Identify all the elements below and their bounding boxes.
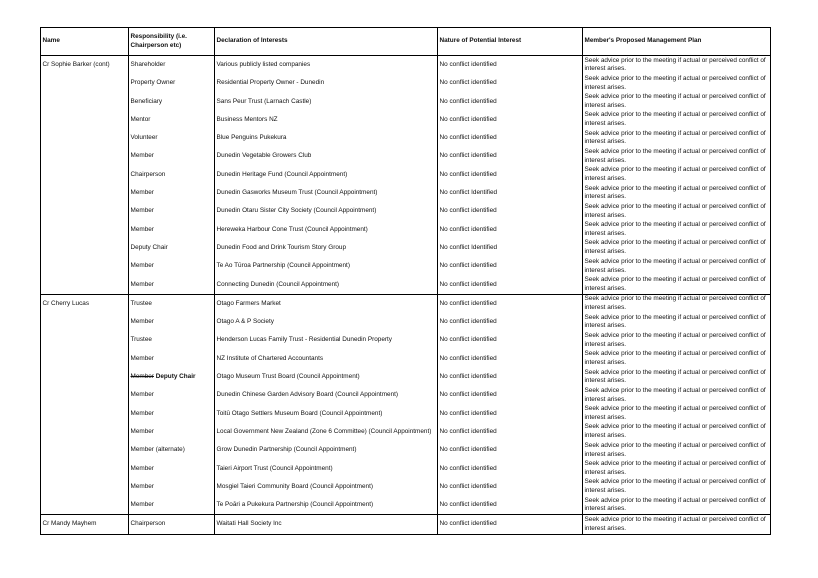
declaration-cell: NZ Institute of Chartered Accountants (215, 350, 438, 368)
responsibility-cell: Deputy Chair (129, 239, 215, 257)
column-header-responsibility: Responsibility (i.e. Chairperson etc) (129, 28, 215, 56)
nature-cell: No conflict identified (438, 56, 583, 75)
table-row (41, 184, 771, 202)
management-plan-cell: Seek advice prior to the meeting if actual or perceived conflict of interest arises. (583, 350, 771, 368)
nature-cell: No conflict identified (438, 313, 583, 331)
responsibility-cell (129, 368, 215, 386)
management-plan-cell: Seek advice prior to the meeting if actual or perceived conflict of interest arises. (583, 294, 771, 313)
nature-cell: No conflict identified (438, 423, 583, 441)
declaration-cell: Te Poāri a Pukekura Partnership (Council Appointment) (215, 496, 438, 515)
nature-cell: No conflict identified (438, 386, 583, 404)
table-header-row (41, 28, 771, 56)
declaration-cell: Mosgiel Taieri Community Board (Council Appointment) (215, 478, 438, 496)
table-row (41, 423, 771, 441)
table-row (41, 239, 771, 257)
declaration-cell: Dunedin Otaru Sister City Society (Council Appointment) (215, 202, 438, 220)
responsibility-cell: Member (129, 257, 215, 275)
declaration-cell: Connecting Dunedin (Council Appointment) (215, 276, 438, 295)
member-name-cell (41, 441, 129, 459)
member-name-cell (41, 74, 129, 92)
table-row (41, 129, 771, 147)
responsibility-cell: Shareholder (129, 56, 215, 75)
member-name-cell: Cr Cherry Lucas (41, 294, 129, 313)
table-row (41, 496, 771, 515)
responsibility-cell: Trustee (129, 294, 215, 313)
declaration-cell: Te Ao Tūroa Partnership (Council Appointment) (215, 257, 438, 275)
responsibility-cell: Property Owner (129, 74, 215, 92)
declaration-cell: Dunedin Gasworks Museum Trust (Council Appointment) (215, 184, 438, 202)
declaration-cell: Various publicly listed companies (215, 56, 438, 75)
nature-cell: No conflict identified (438, 147, 583, 165)
management-plan-cell: Seek advice prior to the meeting if actual or perceived conflict of interest arises. (583, 276, 771, 295)
management-plan-cell: Seek advice prior to the meeting if actual or perceived conflict of interest arises. (583, 111, 771, 129)
management-plan-cell: Seek advice prior to the meeting if actual or perceived conflict of interest arises. (583, 460, 771, 478)
management-plan-cell: Seek advice prior to the meeting if actual or perceived conflict of interest arises. (583, 93, 771, 111)
management-plan-cell: Seek advice prior to the meeting if actual or perceived conflict of interest arises. (583, 515, 771, 534)
member-name-cell (41, 129, 129, 147)
table-row (41, 294, 771, 313)
nature-cell: No conflict identified (438, 515, 583, 534)
declaration-cell: Taieri Airport Trust (Council Appointment) (215, 460, 438, 478)
column-header-management-plan: Member's Proposed Management Plan (583, 28, 771, 56)
table-row (41, 74, 771, 92)
table-row (41, 350, 771, 368)
member-name-cell (41, 93, 129, 111)
member-name-cell (41, 478, 129, 496)
nature-cell: No conflict identified (438, 331, 583, 349)
management-plan-cell: Seek advice prior to the meeting if actual or perceived conflict of interest arises. (583, 239, 771, 257)
declaration-cell: Grow Dunedin Partnership (Council Appointment) (215, 441, 438, 459)
responsibility-cell: Member (129, 350, 215, 368)
member-name-cell (41, 331, 129, 349)
management-plan-cell: Seek advice prior to the meeting if actual or perceived conflict of interest arises. (583, 441, 771, 459)
nature-cell: No conflict identified (438, 74, 583, 92)
member-name-cell: Cr Mandy Mayhem (41, 515, 129, 534)
nature-cell: No conflict identified (438, 93, 583, 111)
nature-cell: No conflict identified (438, 294, 583, 313)
table-row (41, 221, 771, 239)
table-row (41, 313, 771, 331)
nature-cell: No conflict identified (438, 129, 583, 147)
responsibility-cell: Member (129, 313, 215, 331)
nature-cell: No conflict identified (438, 460, 583, 478)
member-name-cell (41, 423, 129, 441)
management-plan-cell: Seek advice prior to the meeting if actual or perceived conflict of interest arises. (583, 147, 771, 165)
member-name-cell (41, 202, 129, 220)
table-row (41, 147, 771, 165)
struck-responsibility-text: Member (130, 373, 154, 381)
declaration-of-interests-table (40, 27, 771, 535)
management-plan-cell: Seek advice prior to the meeting if actual or perceived conflict of interest arises. (583, 368, 771, 386)
declaration-cell: Dunedin Chinese Garden Advisory Board (Council Appointment) (215, 386, 438, 404)
declaration-cell: Toitū Otago Settlers Museum Board (Council Appointment) (215, 405, 438, 423)
column-header-name: Name (41, 28, 129, 56)
declaration-cell: Local Government New Zealand (Zone 6 Committee) (Council Appointment) (215, 423, 438, 441)
nature-cell: No conflict identified (438, 478, 583, 496)
responsibility-cell: Mentor (129, 111, 215, 129)
table-row (41, 515, 771, 534)
responsibility-cell: Member (129, 276, 215, 295)
table-row (41, 276, 771, 295)
declaration-cell: Hereweka Harbour Cone Trust (Council Appointment) (215, 221, 438, 239)
declaration-cell: Dunedin Heritage Fund (Council Appointment) (215, 166, 438, 184)
member-name-cell (41, 496, 129, 515)
table-row (41, 331, 771, 349)
responsibility-cell: Member (129, 184, 215, 202)
responsibility-cell: Member (129, 147, 215, 165)
declaration-cell: Dunedin Vegetable Growers Club (215, 147, 438, 165)
management-plan-cell: Seek advice prior to the meeting if actual or perceived conflict of interest arises. (583, 74, 771, 92)
management-plan-cell: Seek advice prior to the meeting if actual or perceived conflict of interest arises. (583, 129, 771, 147)
nature-cell: No conflict identified (438, 350, 583, 368)
declaration-cell: Residential Property Owner - Dunedin (215, 74, 438, 92)
responsibility-cell: Member (129, 386, 215, 404)
member-name-cell (41, 111, 129, 129)
responsibility-cell: Trustee (129, 331, 215, 349)
responsibility-cell: Volunteer (129, 129, 215, 147)
document-page (40, 27, 770, 535)
member-name-cell (41, 257, 129, 275)
nature-cell: No conflict identified (438, 441, 583, 459)
nature-cell: No conflict identified (438, 166, 583, 184)
management-plan-cell: Seek advice prior to the meeting if actual or perceived conflict of interest arises. (583, 405, 771, 423)
nature-cell: No conflict identified (438, 405, 583, 423)
nature-cell: No conflict identified (438, 111, 583, 129)
table-row (41, 386, 771, 404)
nature-cell: No conflict identified (438, 202, 583, 220)
responsibility-cell: Member (129, 202, 215, 220)
declaration-cell: Sans Peur Trust (Larnach Castle) (215, 93, 438, 111)
management-plan-cell: Seek advice prior to the meeting if actual or perceived conflict of interest arises. (583, 496, 771, 515)
member-name-cell: Cr Sophie Barker (cont) (41, 56, 129, 75)
declaration-cell: Business Mentors NZ (215, 111, 438, 129)
table-row (41, 202, 771, 220)
table-body (41, 56, 771, 535)
nature-cell: No conflict identified (438, 221, 583, 239)
member-name-cell (41, 276, 129, 295)
responsibility-cell: Member (129, 496, 215, 515)
declaration-cell: Dunedin Food and Drink Tourism Story Group (215, 239, 438, 257)
management-plan-cell: Seek advice prior to the meeting if actual or perceived conflict of interest arises. (583, 184, 771, 202)
table-row (41, 460, 771, 478)
nature-cell: No conflict identified (438, 257, 583, 275)
nature-cell: No conflict Identified (438, 184, 583, 202)
nature-cell: No conflict identified (438, 276, 583, 295)
management-plan-cell: Seek advice prior to the meeting if actual or perceived conflict of interest arises. (583, 257, 771, 275)
declaration-cell: Otago Museum Trust Board (Council Appointment) (215, 368, 438, 386)
management-plan-cell: Seek advice prior to the meeting if actual or perceived conflict of interest arises. (583, 386, 771, 404)
declaration-cell: Waitati Hall Society Inc (215, 515, 438, 534)
management-plan-cell: Seek advice prior to the meeting if actual or perceived conflict of interest arises. (583, 56, 771, 75)
table-row (41, 111, 771, 129)
table-row (41, 56, 771, 75)
declaration-cell: Blue Penguins Pukekura (215, 129, 438, 147)
management-plan-cell: Seek advice prior to the meeting if actual or perceived conflict of interest arises. (583, 478, 771, 496)
responsibility-cell: Chairperson (129, 166, 215, 184)
responsibility-cell: Member (alternate) (129, 441, 215, 459)
table-row (41, 478, 771, 496)
responsibility-cell: Member (129, 423, 215, 441)
member-name-cell (41, 166, 129, 184)
member-name-cell (41, 147, 129, 165)
member-name-cell (41, 313, 129, 331)
member-name-cell (41, 460, 129, 478)
table-row (41, 368, 771, 386)
management-plan-cell: Seek advice prior to the meeting if actual or perceived conflict of interest arises. (583, 423, 771, 441)
table-row (41, 405, 771, 423)
responsibility-cell: Member (129, 478, 215, 496)
member-name-cell (41, 239, 129, 257)
column-header-declaration: Declaration of Interests (215, 28, 438, 56)
declaration-cell: Henderson Lucas Family Trust - Residential Dunedin Property (215, 331, 438, 349)
management-plan-cell: Seek advice prior to the meeting if actual or perceived conflict of interest arises. (583, 166, 771, 184)
member-name-cell (41, 405, 129, 423)
responsibility-cell: Beneficiary (129, 93, 215, 111)
table-row (41, 441, 771, 459)
declaration-cell: Otago A & P Society (215, 313, 438, 331)
member-name-cell (41, 350, 129, 368)
member-name-cell (41, 184, 129, 202)
nature-cell: No conflict identified (438, 368, 583, 386)
nature-cell: No conflict identified (438, 496, 583, 515)
nature-cell: No conflict Identified (438, 239, 583, 257)
member-name-cell (41, 221, 129, 239)
management-plan-cell: Seek advice prior to the meeting if actual or perceived conflict of interest arises. (583, 221, 771, 239)
responsibility-cell: Chairperson (129, 515, 215, 534)
management-plan-cell: Seek advice prior to the meeting if actual or perceived conflict of interest arises. (583, 313, 771, 331)
amended-responsibility-text: Deputy Chair (153, 373, 196, 381)
member-name-cell (41, 386, 129, 404)
management-plan-cell: Seek advice prior to the meeting if actual or perceived conflict of interest arises. (583, 202, 771, 220)
management-plan-cell: Seek advice prior to the meeting if actual or perceived conflict of interest arises. (583, 331, 771, 349)
table-row (41, 257, 771, 275)
table-row (41, 166, 771, 184)
member-name-cell (41, 368, 129, 386)
responsibility-cell: Member (129, 405, 215, 423)
table-row (41, 93, 771, 111)
declaration-cell: Otago Farmers Market (215, 294, 438, 313)
column-header-nature: Nature of Potential Interest (438, 28, 583, 56)
responsibility-cell: Member (129, 460, 215, 478)
responsibility-cell: Member (129, 221, 215, 239)
